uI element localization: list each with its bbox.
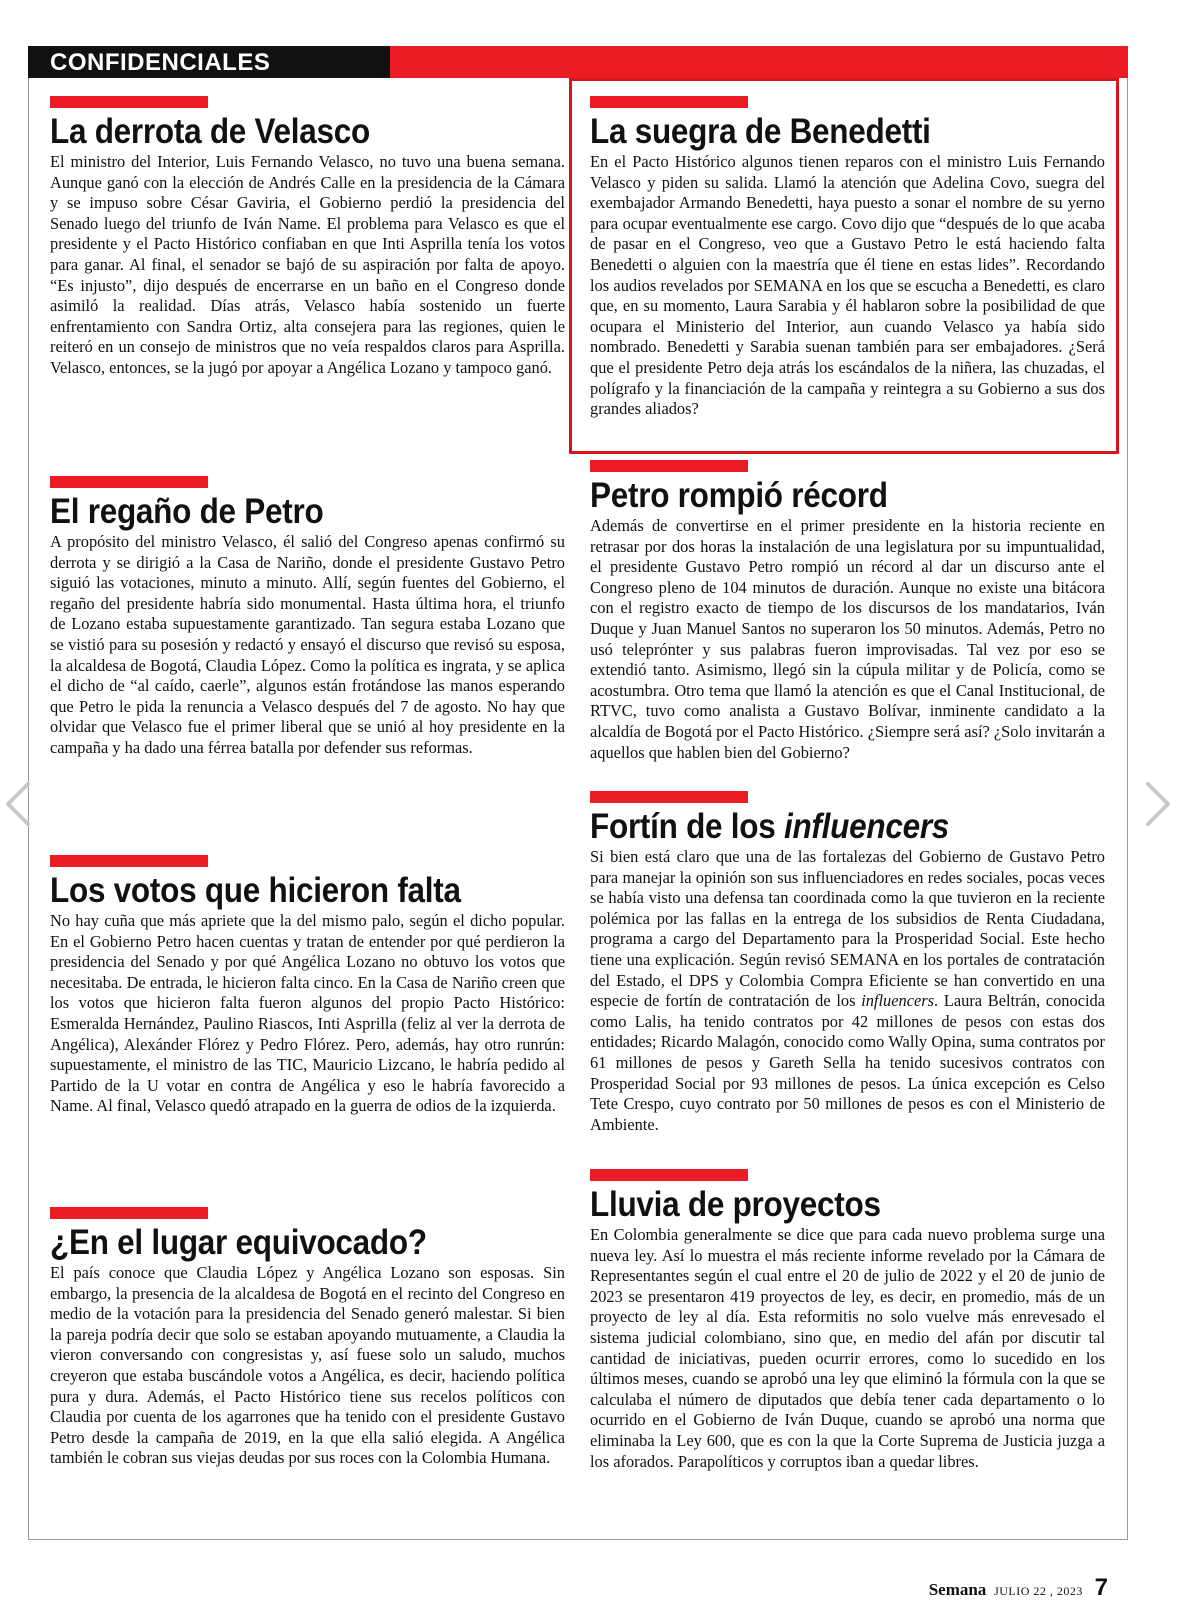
body-text: . Laura Beltrán, conocida como Lalis, ha tenido contratos por 42 millones de pesos con estas dos entidades; Ricardo Malagón, conocido como Wally Opina, suma contratos por 61 millones de pesos y Gareth Sella ha tenido sucesivos contratos con Prosperidad Social por 93 millones de pesos. La única excepción es Celso Tete Crespo, cuyo contrato por 50 millones de pesos es con el Ministerio de Ambiente. [590,991,1105,1134]
article-tag-bar [50,96,208,108]
article-headline: La derrota de Velasco [50,112,370,151]
article-la-derrota-de-velasco [50,96,565,379]
article-tag-bar [590,791,748,803]
article-body: Además de convertirse en el primer presidente en la historia reciente en retrasar por dos horas la instalación de una legislatura por su impuntualidad, el presidente Gustavo Petro rompió un récord al dar un discurso ante el Congreso pleno de 104 minutos de duración. Aunque no existe una bitácora con el registro exacto de tiempo de los discursos de los mandatarios, Iván Duque y Juan Manuel Santos no superaron los 50 minutos. Además, Petro no usó teleprónter y sus palabras fueron improvisadas. Tal vez por eso se extendió tanto. Asimismo, llegó sin la cúpula militar y de Policía, como se acostumbra. Otro tema que llamó la atención es que el Canal Institucional, de RTVC, tuvo como analista a Gustavo Bolívar, inminente candidato a la alcaldía de Bogotá por el Pacto Histórico. ¿Siempre será así? ¿Solo invitarán a aquellos que hablen bien del Gobierno? [590,516,1105,762]
article-body: A propósito del ministro Velasco, él salió del Congreso apenas confirmó su derrota y se dirigió a la Casa de Nariño, donde el presidente Gustavo Petro siguió las votaciones, minuto a minuto. Allí, según fuentes del Gobierno, el regaño del presidente habría sido monumental. Hasta última hora, el triunfo de Lozano estaba supuestamente garantizado. Tan segura estaba Lozano que se vistió para su posesión y redactó y ensayó el discurso que revisó su esposa, la alcaldesa de Bogotá, Claudia López. Como la política es ingrata, y se aplica el dicho de “al caído, caerle”, algunos están frotándose las manos esperando que Petro le pida la renuncia a Velasco después del 7 de agosto. No hay que olvidar que Velasco fue el primer liberal que se unió al hoy presidente en la campaña y ha dado una férrea batalla por defender sus reformas. [50,532,565,757]
article-body [590,847,1105,1135]
article-tag-bar [50,855,208,867]
chevron-right-icon [1140,778,1176,830]
article-los-votos-que-hicieron-falta [50,855,565,1117]
article-tag-bar [590,96,748,108]
page-footer [929,1574,1108,1602]
article-tag-bar [590,460,748,472]
chevron-left-icon [0,778,36,830]
article-headline: Lluvia de proyectos [590,1185,881,1224]
body-text: Si bien está claro que una de las fortalezas del Gobierno de Gustavo Petro para manejar la opinión son sus influenciadores en redes sociales, pocas veces se había visto una defensa tan coordinada como la que tuvieron en la reciente polémica por las fallas en la entrega de los subsidios de Renta Ciudadana, programa a cargo del Departamento para la Prosperidad Social. Este hecho tiene una explicación. Según revisó SEMANA en los portales de contratación del Estado, el DPS y Colombia Compra Eficiente se han convertido en una especie de fortín de contratación de los [590,847,1105,1011]
article-tag-bar [50,476,208,488]
article-headline: ¿En el lugar equivocado? [50,1223,427,1262]
body-italic-text: influencers [861,991,935,1011]
article-body: En Colombia generalmente se dice que para cada nuevo problema surge una nueva ley. Así lo muestra el más reciente informe revelado por la Cámara de Representantes según el cual entre el 20 de julio de 2022 y el 20 de junio de 2023 se presentaron 419 proyectos de ley, es decir, en promedio, más de un proyecto de ley al día. Esta reformitis no solo vuelve más enrevesado el sistema judicial colombiano, sino que, en medio del afán por discutir tal cantidad de iniciativas, pueden ocurrir errores, como lo sucedido en los últimos meses, cuando se aprobó una ley que eliminó la fórmula con la que se calculaba el número de diputados que debía tener cada departamento o lo ocurrido en el Gobierno de Iván Duque, cuando se aprobó una norma que eliminaba la Ley 600, que es con la que la Corte Suprema de Justicia juzga a los aforados. Parapolíticos y corruptos iban a quedar libres. [590,1225,1105,1471]
article-lluvia-de-proyectos [590,1169,1105,1472]
article-body: El país conoce que Claudia López y Angélica Lozano son esposas. Sin embargo, la presencia de la alcaldesa de Bogotá en el recinto del Congreso en medio de la votación para la presidencia del Senado generó malestar. Si bien la pareja podría decir que solo se estaban apoyando mutuamente, a Claudia la vieron conversando con congresistas y, así fuese solo un saludo, muchos creyeron que estaba buscándole votos a Angélica, es decir, haciendo política pura y dura. Además, el Pacto Histórico tiene sus recelos políticos con Claudia por cuenta de los agarrones que ha tenido con el presidente Gustavo Petro desde la campaña de 2019, en la que ella salió elegida. A Angélica también le cobran sus viejas deudas por sus roces con la Colombia Humana. [50,1263,565,1468]
article-el-regano-de-petro [50,476,565,759]
issue-date: JULIO 22 , 2023 [994,1584,1083,1598]
page-number: 7 [1094,1574,1108,1601]
next-page-button[interactable] [1140,778,1176,830]
article-headline: Los votos que hicieron falta [50,871,461,910]
article-en-el-lugar-equivocado [50,1207,565,1469]
article-headline: Petro rompió récord [590,476,888,515]
article-body: El ministro del Interior, Luis Fernando Velasco, no tuvo una buena semana. Aunque ganó con la elección de Andrés Calle en la presidencia de la Cámara y se impuso sobre César Gaviria, el Gobierno perdió la presidencia del Senado luego del triunfo de Iván Name. El problema para Velasco es que el presidente y el Pacto Histórico confiaban en que Inti Asprilla tenía los votos para ganar. Al final, el senador se bajó de su aspiración por falta de apoyo. “Es injusto”, dijo después de encerrarse en un baño en el Congreso donde asimiló la realidad. Días atrás, Velasco había sostenido un fuerte enfrentamiento con Sandra Ortiz, alta consejera para las regiones, quien le reiteró en un consejo de ministros que no veía respaldos claros para Asprilla. Velasco, entonces, se la jugó por apoyar a Angélica Lozano y tampoco ganó. [50,152,565,377]
article-body: En el Pacto Histórico algunos tienen reparos con el ministro Luis Fernando Velasco y piden su salida. Llamó la atención que Adelina Covo, suegra del exembajador Armando Benedetti, haya puesto a sonar el nombre de su yerno para ocupar eventualmente ese cargo. Covo dijo que “después de lo que acaba de pasar en el Congreso, veo que a Gustavo Petro le está haciendo falta Benedetti o alguien con la maestría que él tiene en estas lides”. Recordando los audios revelados por SEMANA en los que se escucha a Benedetti, es claro que, en su momento, Laura Sarabia y él hablaron sobre la posibilidad de que ocupara el Ministerio del Interior, aun cuando Velasco ya había sido nombrado. Benedetti y Sarabia suenan también para ser embajadores. ¿Será que el presidente Petro deja atrás los escándalos de la niñera, las chuzadas, el polígrafo y la financiación de la campaña y reintegra a su Gobierno a sus dos grandes aliados? [590,152,1105,419]
magazine-name: Semana [928,1580,987,1599]
article-tag-bar [590,1169,748,1181]
headline-text: Fortín de los [590,807,784,846]
article-la-suegra-de-benedetti [590,96,1105,420]
article-body: No hay cuña que más apriete que la del mismo palo, según el dicho popular. En el Gobierno Petro hacen cuentas y tratan de entender por qué perdieron la presidencia del Senado y por qué Angélica Lozano no obtuvo los votos que necesitaba. De entrada, le hicieron falta cinco. En la Casa de Nariño creen que los votos que hicieron falta fueron algunos del propio Pacto Histórico: Esmeralda Hernández, Paulino Riascos, Inti Asprilla (feliz al ver la derrota de Angélica), Alexánder Flórez y Pedro Flórez. Pero, además, hay otro runrún: supuestamente, el ministro de las TIC, Mauricio Lizcano, le habría pedido al Partido de la U votar en contra de Angélica y eso le habría favorecido a Name. Al final, Velasco quedó atrapado en la guerra de odios de la izquierda. [50,911,565,1116]
article-headline [590,809,1054,845]
article-headline: El regaño de Petro [50,492,324,531]
previous-page-button[interactable] [0,778,36,830]
article-fortin-de-los-influencers [590,791,1105,1135]
section-title: CONFIDENCIALES [50,49,271,76]
headline-italic-text: influencers [783,807,950,846]
article-tag-bar [50,1207,208,1219]
article-headline: La suegra de Benedetti [590,112,931,151]
article-petro-rompio-record [590,460,1105,763]
